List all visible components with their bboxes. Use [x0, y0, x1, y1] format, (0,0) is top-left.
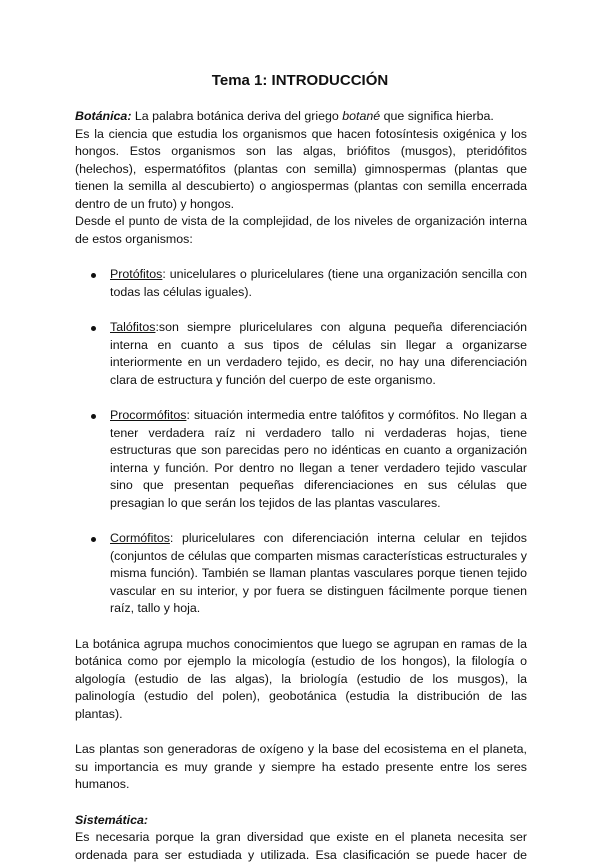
list-item-term: Protófitos	[110, 267, 163, 281]
intro-text-after: que significa hierba.	[380, 109, 494, 123]
plantas-paragraph: Las plantas son generadoras de oxígeno y la base del ecosistema en el planeta, su importancia es muy grande y siempre ha estado presente entre los seres humanos.	[75, 742, 527, 791]
bullet-icon	[91, 414, 96, 419]
sistematica-paragraph: Es necesaria porque la gran diversidad que existe en el planeta necesita ser ordenada para ser estudiada y utilizada. Esa clasificación se puede hacer de	[75, 830, 527, 862]
sistematica-heading-text: Sistemática:	[75, 812, 149, 827]
list-item-text: : unicelulares o pluricelulares (tiene una organización sencilla con todas las células iguales).	[110, 267, 527, 299]
list-item-term: Talófitos	[110, 320, 156, 334]
list-item-text: : situación intermedia entre talófitos y cormófitos. No llegan a tener verdadera raíz ni verdadero tallo ni verdaderas hojas, tiene estructuras que son parecidas pero no idénticas en cuanto a organización interna y función. Por dentro no llegan a tener verdadero tejido vascular sino que presentan pequeñas diferenciaciones en sus células que presagian lo que serán los tejidos de las plantas vasculares.	[110, 408, 527, 510]
list-item-text: :son siempre pluricelulares con alguna pequeña diferenciación interna en cuanto a sus tipos de células sin llegar a organizarse interiormente en un verdadero tejido, es decir, no hay una diferenciación clara de estructura y función del cuerpo de este organismo.	[110, 320, 527, 387]
organization-levels-list	[75, 266, 527, 618]
ramas-paragraph: La botánica agrupa muchos conocimientos que luego se agrupan en ramas de la botánica como por ejemplo la micología (estudio de los hongos), la filología o algología (estudio de las algas), la briología (estudio de los musgos), la palinología (estudio del polen), geobotánica (estudia la distribución de las plantas).	[75, 636, 527, 721]
page-title: Tema 1: INTRODUCCIÓN	[211, 72, 389, 89]
document-body	[75, 108, 527, 864]
definition-paragraph: Es la ciencia que estudia los organismos que hacen fotosíntesis oxigénica y los hongos. Estos organismos son las algas, briófitos (musgos), pteridófitos (helechos), espermatófitos (plantas con semilla) gimnospermas (plantas que tienen la semilla al descubierto) o angiospermas (plantas con semilla encerrada dentro de un fruto) y hongos.	[75, 126, 527, 211]
list-item-text: : pluricelulares con diferenciación interna celular en tejidos (conjuntos de células que comparten mismas características estructurales y misma función). También se llaman plantas vasculares porque tienen tejido vascular en su interior, y por fuera se distinguen fácilmente porque tienen raíz, tallo y hoja.	[110, 531, 527, 615]
list-item-term: Procormófitos	[110, 408, 187, 422]
intro-italic-word: botané	[342, 109, 381, 123]
list-item	[75, 407, 527, 512]
intro-paragraph	[75, 108, 527, 126]
intro-text-before: La palabra botánica deriva del griego	[131, 109, 343, 123]
bullet-icon	[91, 326, 96, 331]
list-item	[75, 319, 527, 389]
list-item-term: Cormófitos	[110, 531, 170, 545]
botanica-term: Botánica:	[75, 109, 132, 123]
sistematica-heading	[75, 812, 527, 830]
bullet-icon	[91, 273, 96, 278]
list-item	[75, 530, 527, 618]
bullet-icon	[91, 537, 96, 542]
complexity-paragraph: Desde el punto de vista de la complejidad, de los niveles de organización interna de estos organismos:	[75, 214, 527, 246]
list-item	[75, 266, 527, 301]
